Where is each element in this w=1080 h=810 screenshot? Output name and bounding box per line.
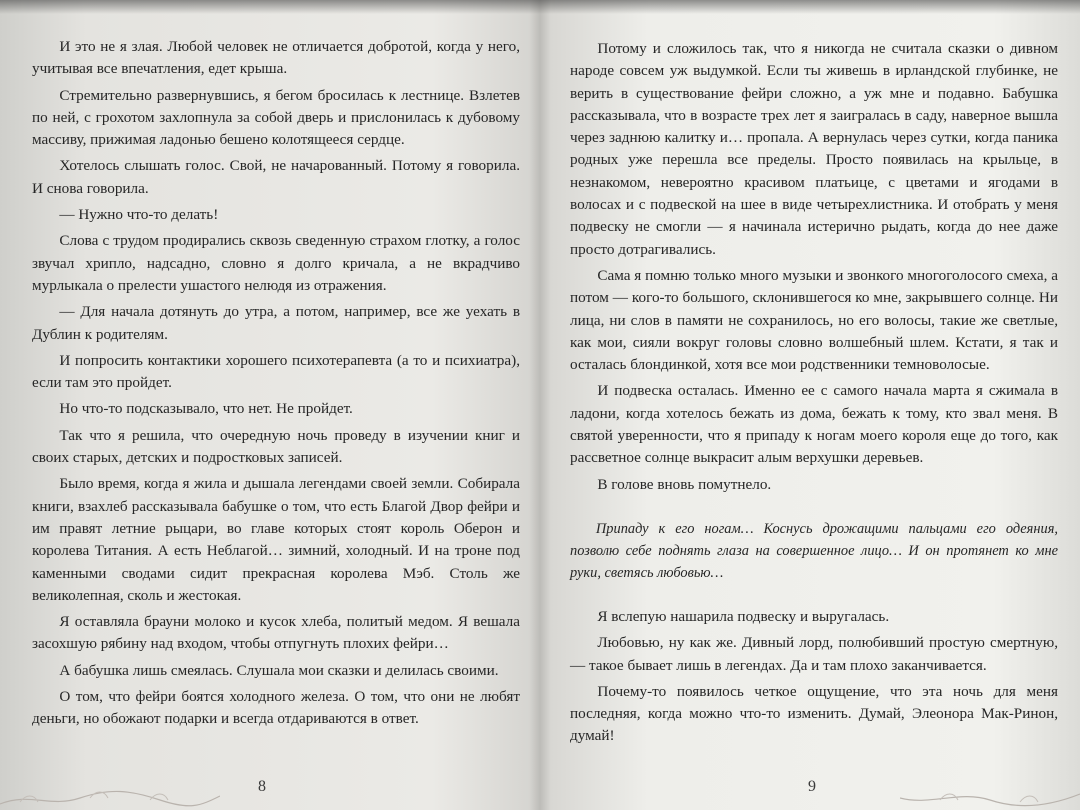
paragraph: Так что я решила, что очередную ночь проведу в изучении книг и своих старых, детских и подростковых записей. <box>32 426 520 467</box>
paragraph: Стремительно развернувшись, я бегом бросилась к лестнице. Взлетев по ней, с грохотом захлопнула за собой дверь и прислонилась к дубовому массиву, прижимая ладонью бешено колотящееся сердце. <box>32 86 520 149</box>
right-page-text <box>570 38 1058 748</box>
floral-ornament <box>900 786 1080 808</box>
paragraph: — Нужно что-то делать! <box>59 206 219 224</box>
floral-ornament <box>0 786 220 808</box>
paragraph: — Для начала дотянуть до утра, а потом, например, все же уехать в Дублин к родителям. <box>32 303 520 343</box>
left-page-text <box>32 36 520 731</box>
paragraph: Но что-то подсказывало, что нет. Не пройдет. <box>59 400 353 418</box>
paragraph: Потому и сложилось так, что я никогда не считала сказки о дивном народе совсем уж выдумкой. Если ты живешь в ирландской глубинке, не верить в существование фейри сложно, а уж мне и подавно. Бабушка рассказывала, что в возрасте трех лет я заигралась в саду, наверное вышла через заднюю калитку и… пропала. А вернулась через сутки, когда паника родных уже перешла все пределы. Просто появилась на крыльце, в незнакомом, невероятно красивом платьице, с цветами и ягодами в волосах и с подвеской на шее в виде четырехлистника. И отобрать у меня подвеску не смогли — я начинала истерично рыдать, когда до нее даже просто дотрагивались. <box>570 40 1058 258</box>
paragraph: Почему-то появилось четкое ощущение, что эта ночь для меня последняя, когда можно что-то изменить. Думай, Элеонора Мак-Ринон, думай! <box>570 682 1058 745</box>
paragraph: И подвеска осталась. Именно ее с самого начала марта я сжимала в ладони, когда хотелось бежать из дома, бежать к тому, кто звал меня. В святой уверенности, что я припаду к ногам моего короля еще до того, как рассветное солнце выкрасит алым верхушки деревьев. <box>570 382 1058 467</box>
page-number: 8 <box>258 778 266 795</box>
paragraph: Сама я помню только много музыки и звонкого многоголосого смеха, а потом — кого-то большого, склонившегося ко мне, закрывшего солнце. Ни лица, ни слов в памяти не сохранилось, но его волосы, такие же светлые, как мои, сияли вокруг головы словно волшебный шлем. Кстати, я так и осталась блондинкой, хотя все мои родственники темноволосые. <box>570 266 1058 374</box>
paragraph: И это не я злая. Любой человек не отличается добротой, когда у него, учитывая все впечатления, едет крыша. <box>32 38 520 78</box>
paragraph: Я оставляла брауни молоко и кусок хлеба, политый медом. Я вешала засохшую рябину над входом, чтобы отпугнуть плохих фейри… <box>32 613 520 653</box>
paragraph: А бабушка лишь смеялась. Слушала мои сказки и делилась своими. <box>59 661 499 679</box>
paragraph: Хотелось слышать голос. Свой, не начарованный. Потому я говорила. И снова говорила. <box>32 157 520 197</box>
paragraph: И попросить контактики хорошего психотерапевта (а то и психиатра), если там это пройдет. <box>32 351 520 392</box>
page-number: 9 <box>808 778 816 795</box>
paragraph: Слова с трудом продирались сквозь сведенную страхом глотку, а голос звучал хрипло, надсадно, словно я долго кричала, а не вкрадчиво мурлыкала о прелести ушастого нелюдя из отражения. <box>32 232 520 294</box>
italic-passage: Припаду к его ногам… Коснусь дрожащими пальцами его одеяния, позволю себе поднять глаза на совершенное лицо… И он протянет ко мне руки, светясь любовью… <box>570 520 1058 581</box>
paragraph: Было время, когда я жила и дышала легендами своей земли. Собирала книги, взахлеб рассказывала бабушке о том, что есть Благой Двор фейри и им правят летние рыцари, во главе которых стоят король Оберон и королева Титания. А есть Неблагой… зимний, холодный. И на троне под каменными сводами сидит прекрасная королева Мэб. Столь же великолепная, сколь и жестокая. <box>32 475 520 604</box>
paragraph: Я вслепую нашарила подвеску и выругалась. <box>597 607 890 625</box>
paragraph: О том, что фейри боятся холодного железа. О том, что они не любят деньги, но обожают подарки и всегда отдариваются в ответ. <box>32 688 520 728</box>
right-page <box>540 0 1080 810</box>
paragraph: В голове вновь помутнело. <box>597 475 772 493</box>
blank-line <box>570 584 1058 606</box>
paragraph: Любовью, ну как же. Дивный лорд, полюбивший простую смертную, — такое бывает лишь в легендах. Да и там плохо заканчивается. <box>570 634 1058 674</box>
blank-line <box>570 496 1058 518</box>
